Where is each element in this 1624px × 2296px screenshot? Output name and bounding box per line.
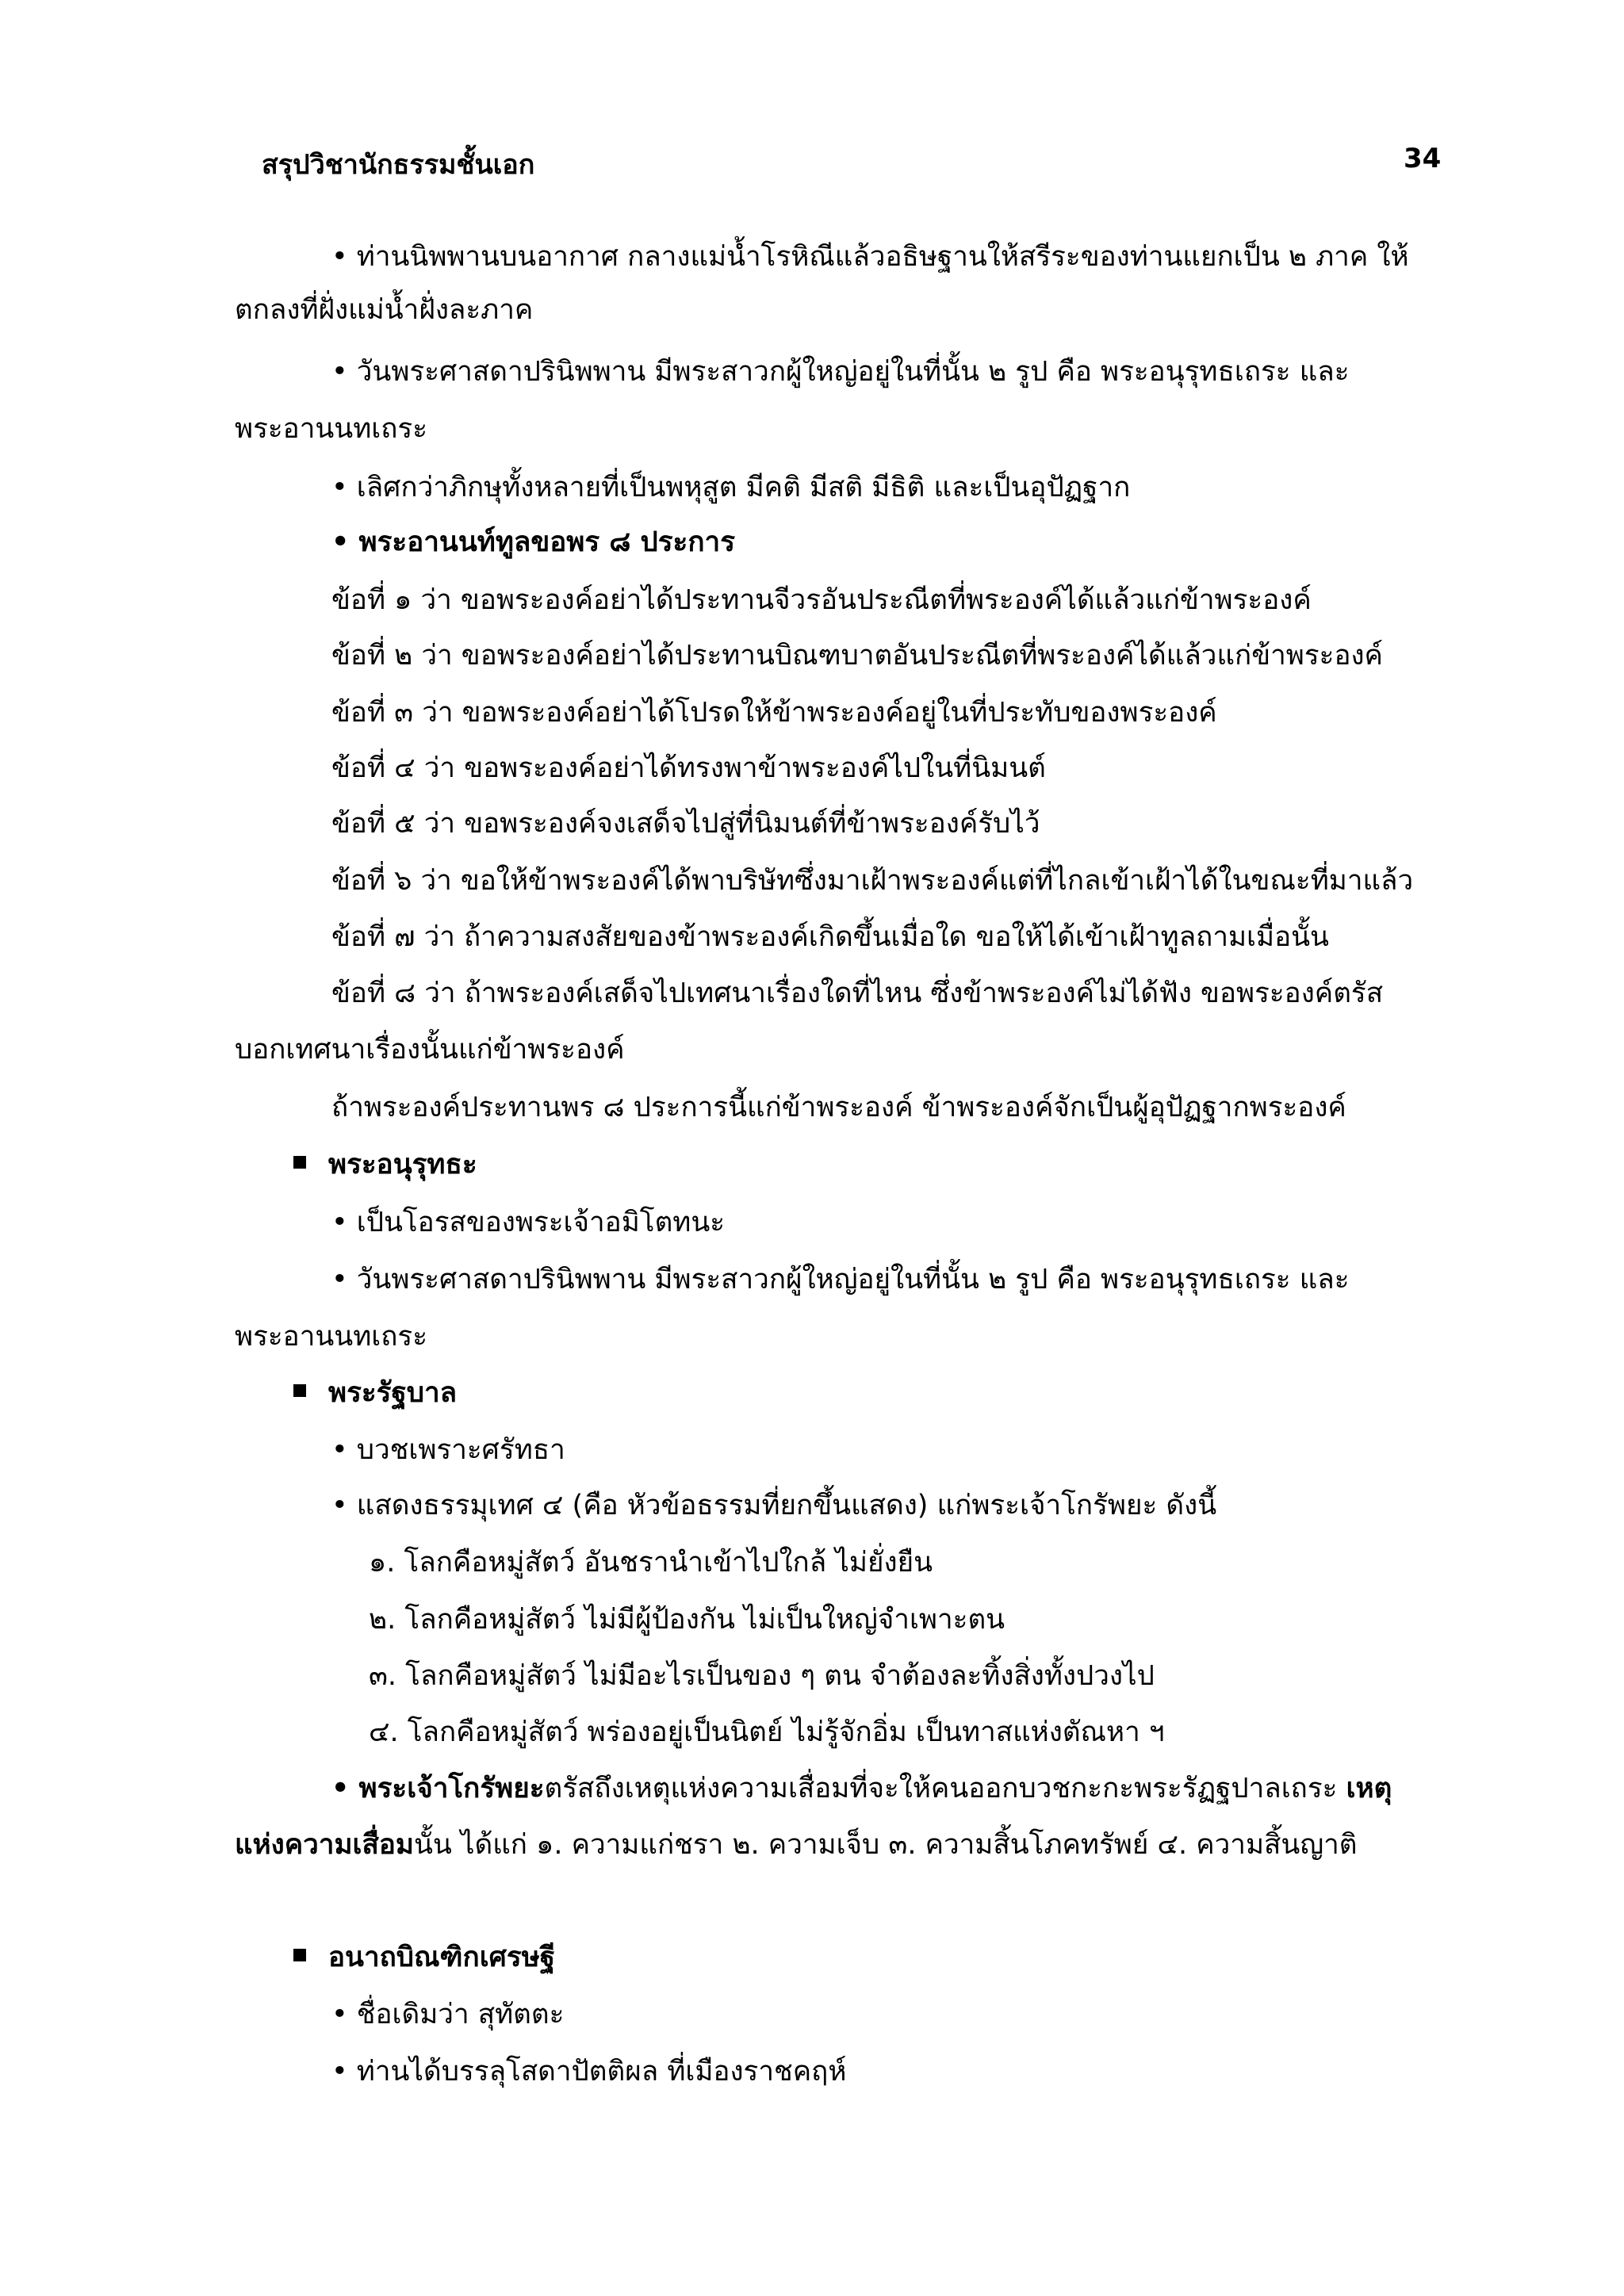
paragraph-line: ถ้าพระองค์ประทานพร ๘ ประการนี้แก่ข้าพระองค์ ข้าพระองค์จักเป็นผู้อุปัฏฐากพระองค์	[331, 1092, 1346, 1123]
square-bullet-icon	[293, 1156, 306, 1169]
page-number: 34	[1404, 143, 1442, 174]
list-item: ข้อที่ ๗ ว่า ถ้าความสงสัยของข้าพระองค์เกิดขึ้นเมื่อใด ขอให้ได้เข้าเฝ้าทูลถามเมื่อนั้น	[331, 921, 1329, 953]
paragraph-line: • ท่านได้บรรลุโสดาปัตติผล ที่เมืองราชคฤห์	[331, 2056, 847, 2087]
bold-term: แห่งความเสื่อม	[235, 1829, 414, 1861]
paragraph-line: พระอานนทเถระ	[235, 1321, 428, 1353]
list-item: ๔. โลกคือหมู่สัตว์ พร่องอยู่เป็นนิตย์ ไม่รู้จักอิ่ม เป็นทาสแห่งตัณหา ฯ	[369, 1716, 1165, 1748]
paragraph-line: ตกลงที่ฝั่งแม่น้ำฝั่งละภาค	[235, 294, 534, 326]
paragraph-line: • เลิศกว่าภิกษุทั้งหลายที่เป็นพหุสูต มีคติ มีสติ มีธิติ และเป็นอุปัฏฐาก	[331, 472, 1131, 503]
section-heading	[293, 1942, 555, 1973]
bold-term: • พระเจ้าโกรัพยะ	[331, 1773, 545, 1804]
list-item: ๒. โลกคือหมู่สัตว์ ไม่มีผู้ป้องกัน ไม่เป็นใหญ่จำเพาะตน	[369, 1604, 1005, 1636]
section-heading-text: พระอนุรุทธะ	[328, 1149, 477, 1181]
paragraph-line: • บวชเพราะศรัทธา	[331, 1434, 565, 1466]
list-item: ข้อที่ ๘ ว่า ถ้าพระองค์เสด็จไปเทศนาเรื่องใดที่ไหน ซึ่งข้าพระองค์ไม่ได้ฟัง ขอพระองค์ตรัส	[331, 978, 1384, 1009]
section-heading-text: อนาถบิณฑิกเศรษฐี	[328, 1942, 556, 1973]
section-heading	[293, 1378, 457, 1409]
list-item: ข้อที่ ๓ ว่า ขอพระองค์อย่าได้โปรดให้ข้าพระองค์อยู่ในที่ประทับของพระองค์	[331, 697, 1217, 729]
section-subheading: • พระอานนท์ทูลขอพร ๘ ประการ	[331, 526, 735, 558]
bold-term: เหตุ	[1346, 1773, 1392, 1804]
list-item: ข้อที่ ๑ ว่า ขอพระองค์อย่าได้ประทานจีวรอันประณีตที่พระองค์ได้แล้วแก่ข้าพระองค์	[331, 584, 1312, 616]
section-heading	[293, 1150, 477, 1181]
paragraph-line: • ท่านนิพพานบนอากาศ กลางแม่น้ำโรหิณีแล้วอธิษฐานให้สรีระของท่านแยกเป็น ๒ ภาค ให้	[331, 241, 1409, 273]
list-item: บอกเทศนาเรื่องนั้นแก่ข้าพระองค์	[235, 1034, 625, 1066]
paragraph-line	[235, 1830, 1358, 1861]
section-heading-text: พระรัฐบาล	[328, 1377, 458, 1409]
square-bullet-icon	[293, 1384, 306, 1397]
list-item: ๑. โลกคือหมู่สัตว์ อันชรานำเข้าไปใกล้ ไม่ยั่งยืน	[369, 1547, 933, 1578]
list-item: ข้อที่ ๖ ว่า ขอให้ข้าพระองค์ได้พาบริษัทซึ่งมาเฝ้าพระองค์แต่ที่ไกลเข้าเฝ้าได้ในขณะที่มาแล้ว	[331, 865, 1414, 897]
paragraph-text: นั้น ได้แก่ ๑. ความแก่ชรา ๒. ความเจ็บ ๓. ความสิ้นโภคทรัพย์ ๔. ความสิ้นญาติ	[413, 1829, 1358, 1861]
list-item: ๓. โลกคือหมู่สัตว์ ไม่มีอะไรเป็นของ ๆ ตน จำต้องละทิ้งสิ่งทั้งปวงไป	[369, 1660, 1155, 1692]
list-item: ข้อที่ ๕ ว่า ขอพระองค์จงเสด็จไปสู่ที่นิมนต์ที่ข้าพระองค์รับไว้	[331, 808, 1040, 840]
paragraph-line: • วันพระศาสดาปรินิพพาน มีพระสาวกผู้ใหญ่อยู่ในที่นั้น ๒ รูป คือ พระอนุรุทธเถระ และ	[331, 356, 1350, 388]
page-header-title: สรุปวิชานักธรรมชั้นเอก	[262, 149, 535, 181]
paragraph-line: • ชื่อเดิมว่า สุทัตตะ	[331, 1999, 565, 2030]
list-item: ข้อที่ ๒ ว่า ขอพระองค์อย่าได้ประทานบิณฑบาตอันประณีตที่พระองค์ได้แล้วแก่ข้าพระองค์	[331, 640, 1383, 672]
paragraph-line: • เป็นโอรสของพระเจ้าอมิโตทนะ	[331, 1207, 726, 1238]
square-bullet-icon	[293, 1949, 306, 1961]
paragraph-line: • แสดงธรรมุเทศ ๔ (คือ หัวข้อธรรมที่ยกขึ้นแสดง) แก่พระเจ้าโกรัพยะ ดังนี้	[331, 1490, 1217, 1521]
paragraph-text: ตรัสถึงเหตุแห่งความเสื่อมที่จะให้คนออกบวชกะกะพระรัฏฐปาลเถระ	[544, 1773, 1346, 1804]
paragraph-line: พระอานนทเถระ	[235, 413, 428, 445]
paragraph-line: • วันพระศาสดาปรินิพพาน มีพระสาวกผู้ใหญ่อยู่ในที่นั้น ๒ รูป คือ พระอนุรุทธเถระ และ	[331, 1264, 1350, 1295]
paragraph-line	[331, 1774, 1392, 1804]
list-item: ข้อที่ ๔ ว่า ขอพระองค์อย่าได้ทรงพาข้าพระองค์ไปในที่นิมนต์	[331, 752, 1046, 784]
